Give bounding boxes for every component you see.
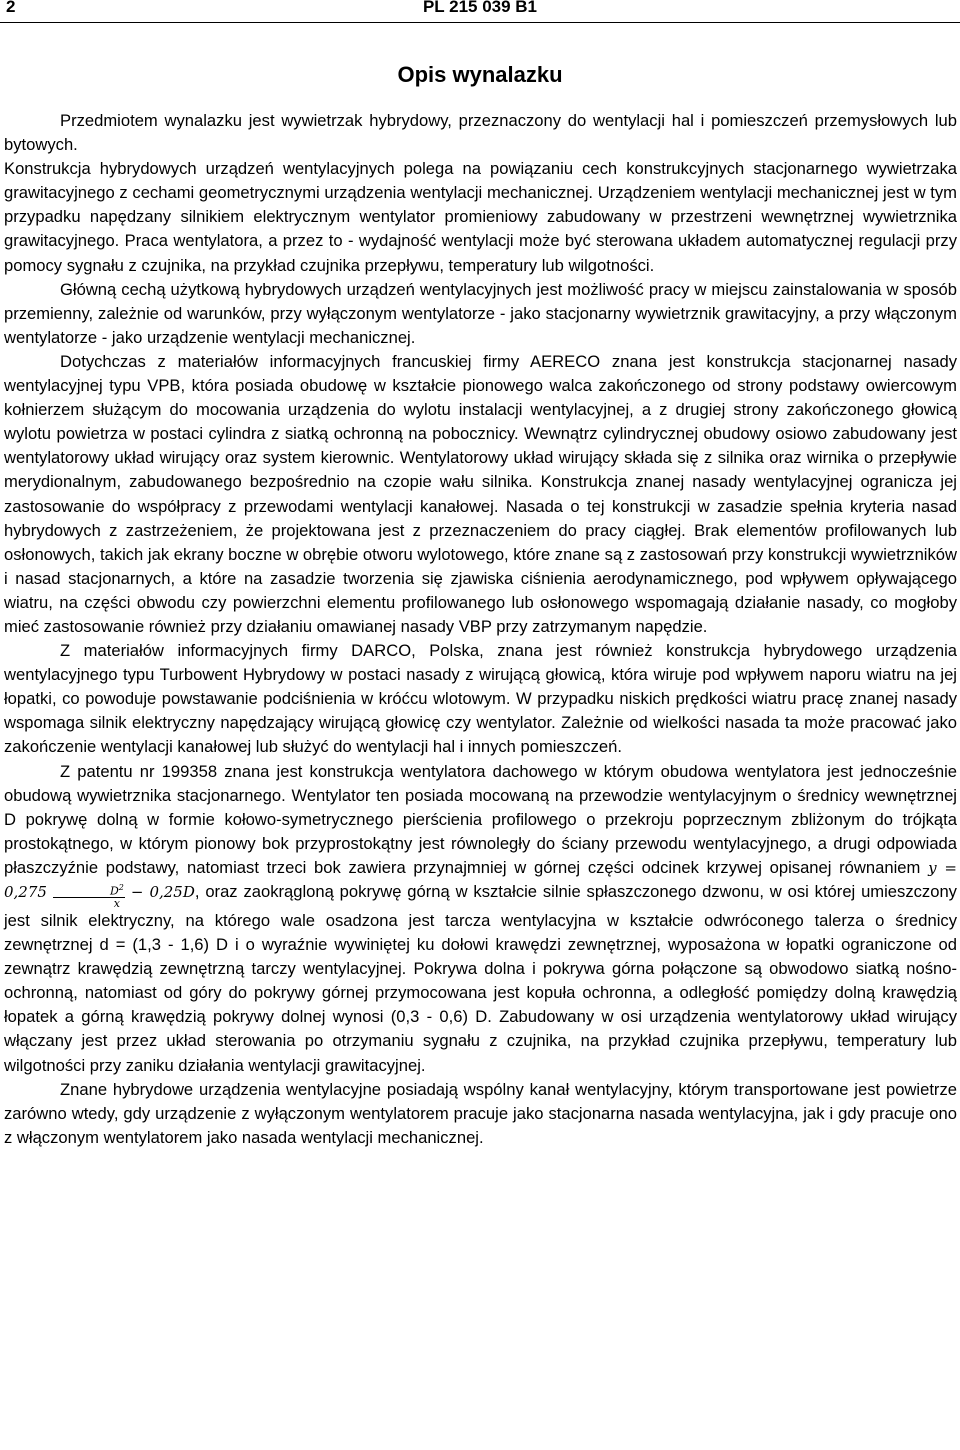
equation-numerator <box>53 882 125 898</box>
equation-lhs: y = 0,275 <box>4 858 957 901</box>
paragraph: Główną cechą użytkową hybrydowych urządzeń wentylacyjnych jest możliwość pracy w miejscu zainstalowania w sposób przemienny, zależnie od warunków, przy wyłączonym wentylatorze - jako stacjonarny wywietrznik grawitacyjny, a przy włączonym wentylatorze - jako urządzenie wentylacji mechanicznej. <box>4 279 957 347</box>
paragraph: Konstrukcja hybrydowych urządzeń wentylacyjnych polega na powiązaniu cech konstrukcyjnych stacjonarnego wywietrzaka grawitacyjnego z cechami geometrycznymi urządzenia wentylacji mechanicznej. Urządzeniem wentylacji mechanicznej jest w tym przypadku napędzany silnikiem elektrycznym wentylator promieniowy zabudowany w przestrzeni wewnętrznej wywietrznika grawitacyjnego. Praca wentylatora, a przez to - wydajność wentylacji może być sterowana układem automatycznej regulacji przy pomocy sygnału z czujnika, na przykład czujnika przepływu, temperatury lub wilgotności. <box>4 159 957 275</box>
paragraph: Z materiałów informacyjnych firmy DARCO, Polska, znana jest również konstrukcja hybrydowego urządzenia wentylacyjnego typu Turbowent Hybrydowy w postaci nasady z wirującą głowicą, która wiruje pod wpływem naporu wiatru na jej łopatki, co powoduje powstawanie podciśnienia w króćcu wlotowym. W przypadku niskich prędkości wiatru pracę znanej nasady wspomaga silnik elektryczny napędzający wirującą głowicę czy wentylator. Zależnie od wielkości nasada ta może pracować jako zakończenie wentylacji kanałowej lub służyć do wentylacji hal i innych pomieszczeń. <box>4 641 957 757</box>
equation-rhs: − 0,25D <box>130 883 195 901</box>
paragraph-with-equation <box>4 760 957 1078</box>
page-header <box>0 0 960 23</box>
equation-denominator: x <box>113 897 121 910</box>
paragraph-part: Z patentu nr 199358 znana jest konstrukcja wentylatora dachowego w którym obudowa wentylatora jest jednocześnie obudową wywietrznika stacjonarnego. Wentylator ten posiada mocowaną na przewodzie wentylacyjnym o średnicy wewnętrznej D pokrywę dolną w formie kołowo-symetrycznego pierścienia profilowego o przekroju poprzecznym zbliżonym do trójkąta prostokątnego, w którym pionowy bok przyprostokątny jest równoległy do ściany przewodu wentylacyjnego, a drugi odpowiada płaszczyźnie podstawy, natomiast trzeci bok zawiera przynajmniej w górnej części odcinek krzywej opisanej równaniem <box>4 761 957 877</box>
paragraph-part: , oraz zaokrągloną pokrywę górną w kształcie silnie spłaszczonego dzwonu, w osi której umieszczony jest silnik elektryczny, na którego wale osadzona jest tarcza wentylacyjna w kształcie odwróconego talerza o średnicy zewnętrznej d = (1,3 - 1,6) D i o wyraźnie wywiniętej ku dołowi krawędzi zewnętrznej, wyposażona w łopatki ograniczone od zewnątrz krawędzią zewnętrzną tarczy wentylacyjnej. Pokrywa dolna i pokrywa górna połączone są obwodowo siatką nośno-ochronną, natomiast od góry do pokrywy górnej przymocowana jest kopuła ochronna, a odległość pomiędzy dolną krawędzią łopatek a górną krawędzią pokrywy dolnej wynosi (0,3 - 0,6) D. Zabudowany w osi urządzenia wentylatorowy układ wirujący włączany jest przez układ sterowania po otrzymaniu sygnału z czujnika, na przykład czujnika przepływu, temperatury lub wilgotności przy zaniku działania wentylacji grawitacyjnej. <box>4 882 957 1075</box>
numerator-base: D <box>109 885 119 898</box>
section-title: Opis wynalazku <box>397 62 563 87</box>
paragraph: Dotychczas z materiałów informacyjnych francuskiej firmy AERECO znana jest konstrukcja stacjonarnej nasady wentylacyjnej typu VPB, która posiada obudowę w kształcie pionowego walca zakończonego od strony podstawy owiercowym kołnierzem służącym do mocowania urządzenia do wylotu instalacji wentylacyjnej, a z drugiej strony zakończonego głowicą wylotu powietrza w postaci cylindra z siatką ochronną na pobocznicy. Wewnątrz cylindrycznej obudowy osiowo zabudowany jest wentylatorowy układ wirujący oraz system kierownic. Wentylatorowy układ wirujący składa się z silnika oraz wirnika o przepływie merydionalnym, zabudowanego bezpośrednio na czopie wału silnika. Konstrukcja znanej nasady wentylacyjnej ogranicza jej zastosowanie do współpracy z przewodami wentylacji kanałowej. Nasada o tej konstrukcji w zasadzie spełnia kryteria nasad hybrydowych z zastrzeżeniem, że projektowana jest z przeznaczeniem do pracy ciągłej. Brak elementów profilowanych lub osłonowych, takich jak ekrany boczne w obrębie otworu wylotowego, które znane są z zastosowań przy konstrukcji wywietrzników i nasad stacjonarnych, a które na zasadzie tworzenia się zjawiska ciśnienia aerodynamicznego, pod wpływem opływającego wiatru, na części obwodu czy powierzchni elementu profilowanego lub osłonowego wspomagają działanie nasady, co mogłoby mieć zastosowanie również przy działaniu omawianej nasady VBP przy zatrzymanym napędzie. <box>4 351 957 636</box>
paragraph: Przedmiotem wynalazku jest wywietrzak hybrydowy, przeznaczony do wentylacji hal i pomieszczeń przemysłowych lub bytowych. <box>4 111 957 155</box>
body-text <box>4 109 957 1150</box>
paragraph: Znane hybrydowe urządzenia wentylacyjne posiadają wspólny kanał wentylacyjny, którym transportowane jest powietrze zarówno wtedy, gdy urządzenie z wyłączonym wentylatorem pracuje jako stacjonarna nasada wentylacyjna, jak i gdy pracuje ono z włączonym wentylatorem jako nasada wentylacji mechanicznej. <box>4 1079 957 1147</box>
equation-fraction <box>53 882 125 909</box>
page-number: 2 <box>6 0 16 16</box>
numerator-exponent: 2 <box>118 883 124 893</box>
patent-id: PL 215 039 B1 <box>422 0 538 16</box>
